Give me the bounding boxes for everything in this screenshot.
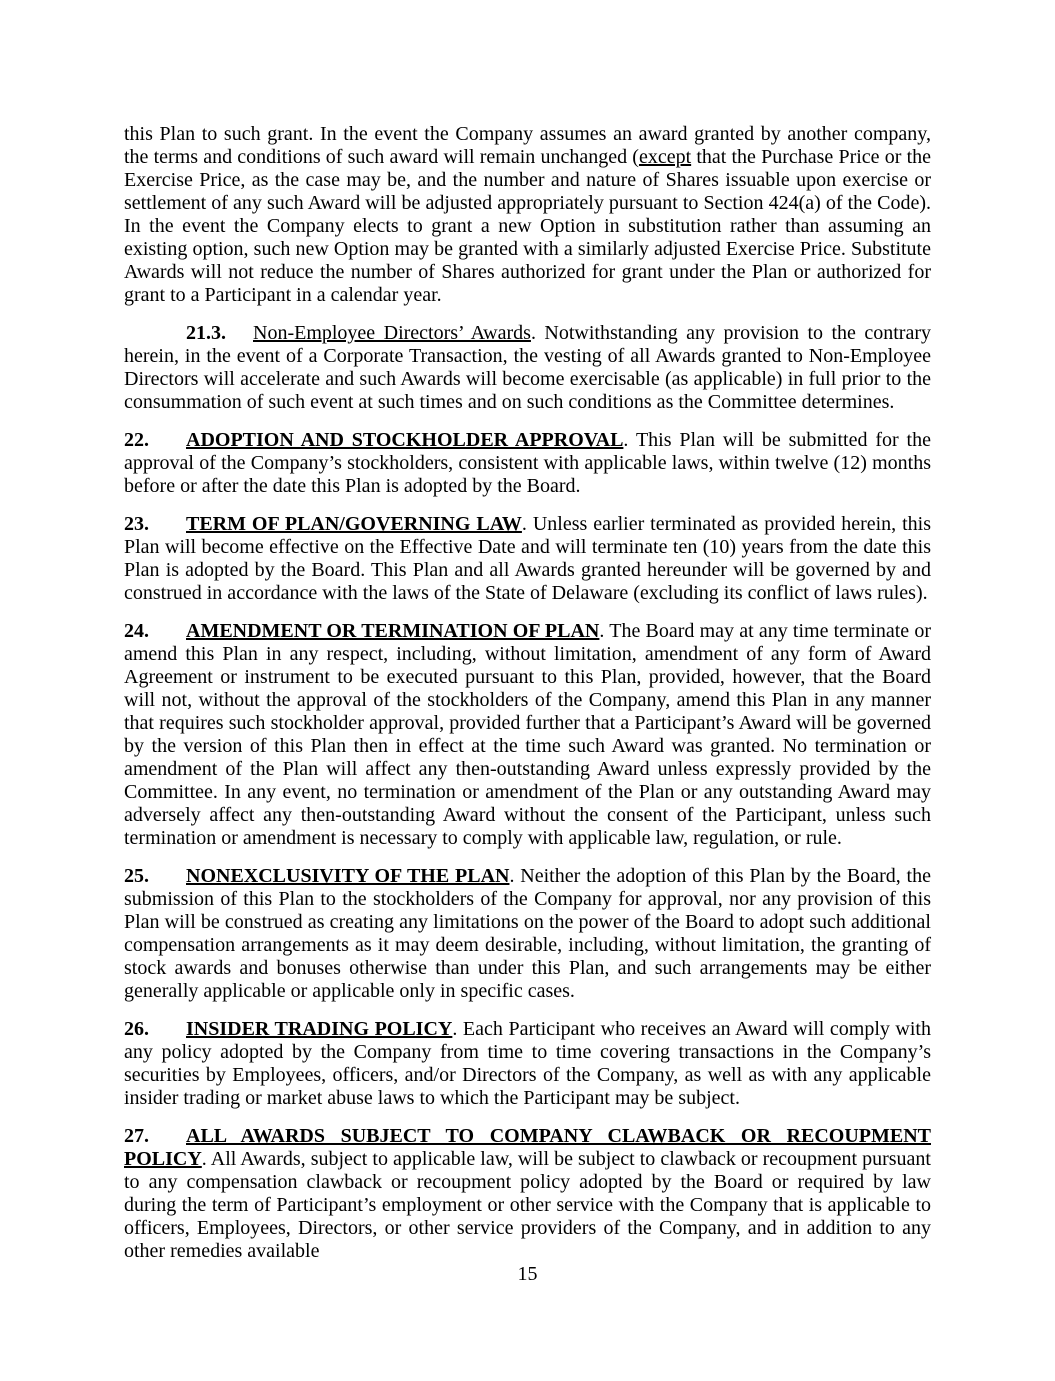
section-number: 22.	[124, 429, 149, 451]
section-body: . The Board may at any time terminate or amend this Plan in any respect, including, without limitation, amendment of any form of Award Agreement or instrument to be executed pursuant to this Plan, provided, however, that the Board will not, without the approval of the stockholders of the Company, amend this Plan in any manner that requires such stockholder approval, provided further that a Participant’s Award will be governed by the version of this Plan then in effect at the time such Award was granted. No termination or amendment of the Plan will affect any then-outstanding Award unless expressly provided by the Committee. In any event, no termination or amendment of the Plan or any outstanding Award may adversely affect any then-outstanding Award without the consent of the Participant, unless such termination or amendment is necessary to comply with applicable law, regulation, or rule.	[124, 620, 932, 849]
section-26	[124, 1018, 931, 1110]
section-heading: INSIDER TRADING POLICY	[186, 1018, 453, 1040]
section-number: 24.	[124, 620, 149, 642]
section-number: 23.	[124, 513, 149, 535]
page-number: 15	[517, 1263, 538, 1285]
section-body: . Notwithstanding any provision to the contrary herein, in the event of a Corporate Transaction, the vesting of all Awards granted to Non-Employee Directors will accelerate and such Awards will become exercisable (as applicable) in full prior to the consummation of such event at such times and on such conditions as the Committee determines.	[124, 322, 931, 413]
section-body: . Unless earlier terminated as provided herein, this Plan will become effective on the Effective Date and will terminate ten (10) years from the date this Plan is adopted by the Board. This Plan and all Awards granted hereunder will be governed by and construed in accordance with the laws of the State of Delaware (excluding its conflict of laws rules).	[124, 513, 931, 604]
section-heading: Non-Employee Directors’ Awards	[253, 322, 531, 344]
section-number: 21.3.	[186, 322, 226, 344]
section-number: 25.	[124, 865, 149, 887]
section-heading: NONEXCLUSIVITY OF THE PLAN	[186, 865, 510, 887]
section-number: 26.	[124, 1018, 149, 1040]
section-body: . This Plan will be submitted for the approval of the Company’s stockholders, consistent with applicable laws, within twelve (12) months before or after the date this Plan is adopted by the Board.	[124, 429, 931, 497]
continuation-text-after: that the Purchase Price or the Exercise Price, as the case may be, and the number and nature of Shares issuable upon exercise or settlement of any such Award will be adjusted appropriately pursuant to Section 424(a) of the Code). In the event the Company elects to grant a new Option in substitution rather than assuming an existing option, such new Option may be granted with a similarly adjusted Exercise Price. Substitute Awards will not reduce the number of Shares authorized for grant under the Plan or authorized for grant to a Participant in a calendar year.	[124, 146, 932, 306]
continuation-underlined-word: except	[638, 146, 692, 168]
section-heading: ADOPTION AND STOCKHOLDER APPROVAL	[186, 429, 624, 451]
section-body: . All Awards, subject to applicable law, will be subject to clawback or recoupment pursuant to any compensation clawback or recoupment policy adopted by the Board or required by law during the term of Participant’s employment or other service with the Company that is applicable to officers, Employees, Directors, or other service providers of the Company, and in addition to any other remedies available	[124, 1148, 931, 1262]
section-number: 27.	[124, 1125, 149, 1147]
section-25	[124, 865, 931, 1003]
section-body: . Each Participant who receives an Award will comply with any policy adopted by the Company from time to time covering transactions in the Company’s securities by Employees, officers, and/or Directors of the Company, as well as with any applicable insider trading or market abuse laws to which the Participant may be subject.	[124, 1018, 931, 1109]
section-heading: TERM OF PLAN/GOVERNING LAW	[186, 513, 522, 535]
section-heading: ALL AWARDS SUBJECT TO COMPANY CLAWBACK OR RECOUPMENT POLICY	[124, 1125, 931, 1170]
section-22	[124, 429, 931, 498]
section-heading: AMENDMENT OR TERMINATION OF PLAN	[186, 620, 600, 642]
paragraph-continuation	[124, 123, 931, 307]
section-21-3	[124, 322, 931, 414]
continuation-text-before: this Plan to such grant. In the event the Company assumes an award granted by another company, the terms and conditions of such award will remain unchanged (	[124, 123, 931, 168]
section-27	[124, 1125, 931, 1263]
section-body: . Neither the adoption of this Plan by the Board, the submission of this Plan to the stockholders of the Company for approval, nor any provision of this Plan will be construed as creating any limitations on the power of the Board to adopt such additional compensation arrangements as it may deem desirable, including, without limitation, the granting of stock awards and bonuses otherwise than under this Plan, and such arrangements may be either generally applicable or applicable only in specific cases.	[124, 865, 931, 1002]
section-23	[124, 513, 931, 605]
section-24	[124, 620, 931, 850]
